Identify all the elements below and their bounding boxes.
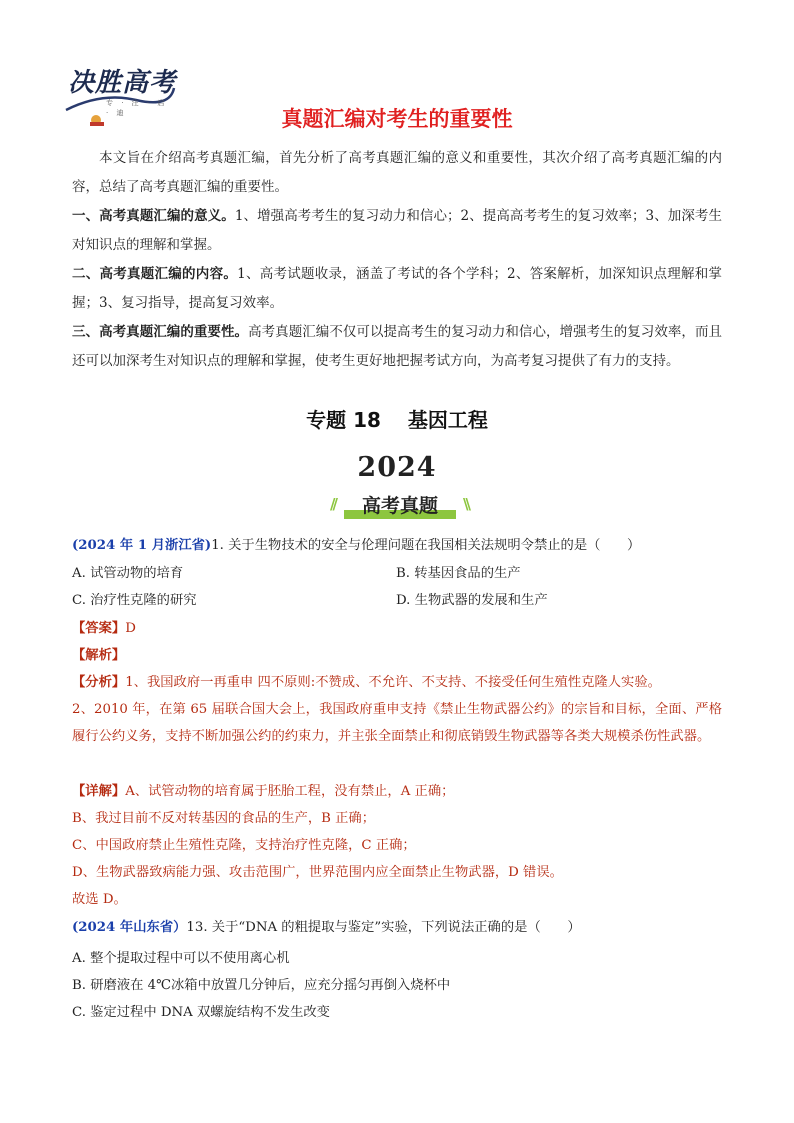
exam-banner — [330, 489, 470, 521]
section-heading: 一、高考真题汇编的意义。 — [72, 208, 235, 224]
option-label: B. — [396, 566, 410, 581]
option-b — [396, 565, 696, 583]
section-heading: 三、高考真题汇编的重要性。 — [72, 324, 249, 340]
option-text: 整个提取过程中可以不使用离心机 — [90, 951, 290, 966]
answer-tag: 【答案】 — [72, 621, 126, 636]
question-13-stem — [72, 919, 732, 937]
question-1-stem — [72, 537, 732, 555]
option-text: 试管动物的培育 — [90, 566, 184, 581]
fenxi-text-1: 1、我国政府一再重申 四不原则:不赞成、不允许、不支持、不接受任何生殖性克隆人实验。 — [125, 675, 661, 690]
option-label: C. — [72, 593, 86, 608]
banner-slash-icon: // — [330, 495, 335, 513]
xiangjie-item: A、试管动物的培育属于胚胎工程，没有禁止，A 正确； — [125, 784, 455, 799]
option-c — [72, 1004, 732, 1022]
xiangjie-item: C、中国政府禁止生殖性克隆，支持治疗性克隆，C 正确； — [72, 838, 416, 853]
option-b — [72, 977, 732, 995]
logo-tagline: 专 · 注 · 启 · 迪 — [106, 99, 168, 117]
banner-label: 高考真题 — [361, 495, 438, 517]
option-d — [396, 592, 696, 610]
fenxi-line — [72, 674, 732, 692]
section-heading: 二、高考真题汇编的内容。 — [72, 266, 238, 282]
option-text: 治疗性克隆的研究 — [90, 593, 197, 608]
xiangjie-item: D、生物武器致病能力强、攻击范围广，世界范围内应全面禁止生物武器，D 错误。 — [72, 865, 563, 880]
option-label: A. — [72, 566, 86, 581]
option-a — [72, 950, 732, 968]
question-source: (2024 年山东省） — [72, 920, 187, 935]
analysis-tag: 【解析】 — [72, 648, 126, 663]
page-title: 真题汇编对考生的重要性 — [281, 107, 513, 131]
section-text: 1、增强高考考生的复习动力和信心；2、提高高考考生的复习效率；3、加深考生对知识点的理解和掌握。 — [72, 208, 722, 253]
answer-value: D — [125, 621, 136, 636]
answer-line — [72, 620, 732, 638]
option-text: 研磨液在 4℃冰箱中放置几分钟后，应充分摇匀再倒入烧杯中 — [90, 978, 451, 993]
logo-brand: 决胜高考 — [68, 68, 177, 98]
section-text: 高考真题汇编不仅可以提高考生的复习动力和信心，增强考生的复习效率，而且还可以加深考生对知识点的理解和掌握，使考生更好地把握考试方向，为高考复习提供了有力的支持。 — [72, 324, 723, 369]
question-text: 1. 关于生物技术的安全与伦理问题在我国相关法规明令禁止的是（ ） — [211, 538, 641, 553]
section-text: 1、高考试题收录，涵盖了考试的各个学科；2、答案解析，加深知识点理解和掌握；3、复习指导，提高复习效率。 — [72, 266, 723, 311]
intro-paragraph: 本文旨在介绍高考真题汇编，首先分析了高考真题汇编的意义和重要性，其次介绍了高考真题汇编的内容，总结了高考真题汇编的重要性。 — [72, 150, 722, 195]
section-meaning — [72, 202, 722, 260]
option-label: B. — [72, 978, 86, 993]
option-label: D. — [396, 593, 411, 608]
fenxi-tag: 【分析】 — [72, 675, 126, 690]
option-text: 生物武器的发展和生产 — [414, 593, 548, 608]
topic-title: 专题 18 基因工程 — [306, 408, 488, 432]
year-heading: 2024 — [357, 452, 437, 483]
option-text: 转基因食品的生产 — [414, 566, 521, 581]
fenxi-text-2: 2、2010 年，在第 65 届联合国大会上，我国政府重申支持《禁止生物武器公约》的宗旨和目标，全面、严格履行公约义务，支持不断加强公约的约束力，并主张全面禁止和彻底销毁生物武器等各类大规模杀伤性武器。 — [72, 702, 722, 744]
xiangjie-tag: 【详解】 — [72, 784, 126, 799]
question-text: 13. 关于“DNA 的粗提取与鉴定”实验，下列说法正确的是（ ） — [186, 920, 581, 935]
option-a — [72, 565, 372, 583]
section-importance — [72, 318, 722, 376]
conclusion: 故选 D。 — [72, 892, 127, 907]
question-source: (2024 年 1 月浙江省) — [72, 538, 212, 553]
banner-slash-icon: \\ — [463, 495, 468, 513]
option-label: C. — [72, 1005, 86, 1020]
section-content — [72, 260, 722, 318]
option-label: A. — [72, 951, 86, 966]
xiangjie-line — [72, 783, 732, 801]
analysis-line — [72, 647, 732, 665]
xiangjie-item: B、我过目前不反对转基因的食品的生产，B 正确； — [72, 811, 376, 826]
option-text: 鉴定过程中 DNA 双螺旋结构不发生改变 — [90, 1005, 330, 1020]
option-c — [72, 592, 372, 610]
